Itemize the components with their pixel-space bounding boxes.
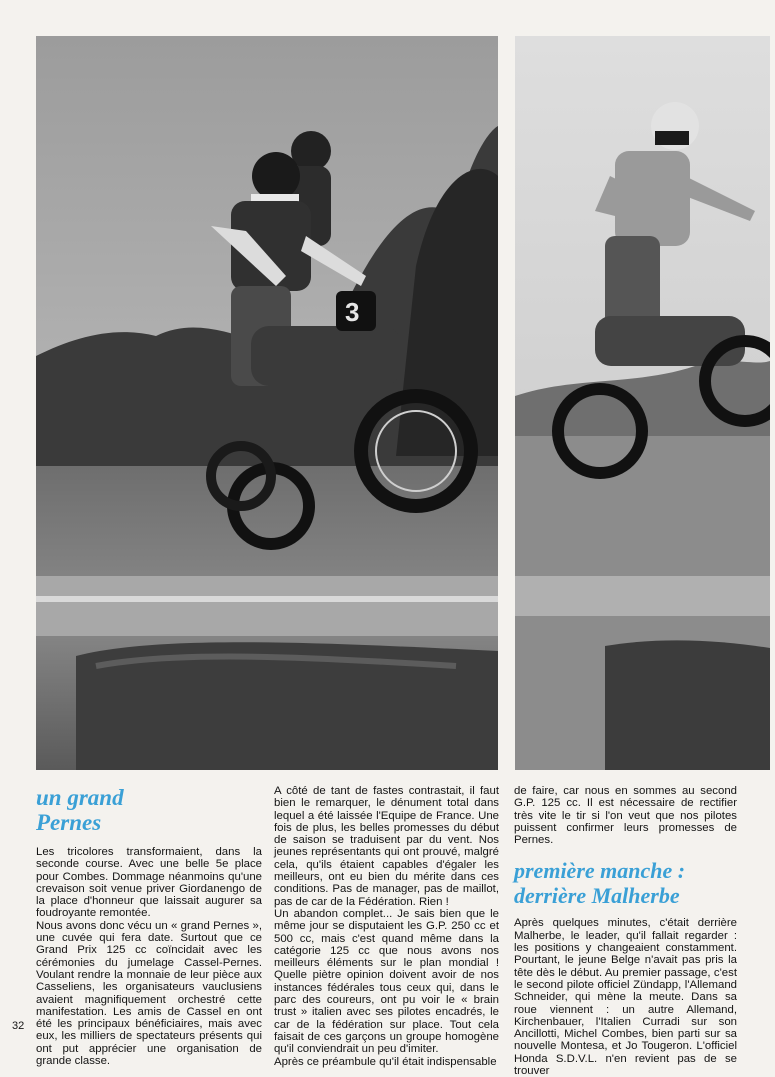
- headline-line: un grand: [36, 785, 124, 810]
- headline-line: première manche :: [514, 858, 686, 884]
- paragraph: A côté de tant de fastes contrastait, il faut bien le remarquer, le dénument total dans lequel a été laissée l'Equipe de France. Une fois de plus, les belles promesses du début de saison se traduisent par du vent. Nos jeunes représentants qui ont prouvé, malgré cela, qu'ils étaient capables d'égaler les meilleurs, ont eu bien du mérite dans ces conditions. Pas de manager, pas de maillot, pas de car de la Fédération. Rien !: [274, 785, 499, 908]
- svg-text:3: 3: [345, 297, 360, 327]
- paragraph: Après ce préambule qu'il était indispensable: [274, 1055, 497, 1068]
- headline-line: derrière Malherbe: [514, 883, 680, 909]
- article-column-2: [274, 785, 499, 1068]
- paragraph: Un abandon complet... Je sais bien que le même jour se disputaient les G.P. 250 cc et 500 cc, mais c'est quand même dans la catégorie 125 cc que nous avons nos meilleurs éléments sur le plan mondial ! Quelle piètre opinion doivent avoir de nos instances fédérales tous ceux qui, dans le parc des coureurs, ont pu voir le « brain trust » italien avec ses pilotes encadrés, le car de la fédération sur place. Tout cela faisait de ces garçons un groupe homogène qu'il conviendrait un peu d'imiter.: [274, 907, 499, 1056]
- photo-two-riders-jumping: [36, 36, 498, 770]
- photo-rider-jumping: [515, 36, 770, 770]
- headline-line: Pernes: [36, 810, 102, 835]
- paragraph: Les tricolores transformaient, dans la seconde course. Avec une belle 5e place pour Combes. Dommage néanmoins qu'une crevaison soit venue priver Giordanengo de la place d'honneur que laissait augurer sa foudroyante remontée.: [36, 846, 262, 920]
- paragraph: Nous avons donc vécu un « grand Pernes », une cuvée qui fera date. Surtout que ce Grand Prix 125 cc coïncidait avec les cérémonies du jumelage Cassel-Pernes. Voulant rendre la monnaie de leur pièce aux Casseliens, les organisateurs vauclusiens avaient magnifiquement orchestré cette manifestation. Les amis de Cassel en ont été les principaux bénéficiaires, mais avec eux, les milliers de spectateurs présents qui ont put apprécier une organisation de grande classe.: [36, 919, 262, 1068]
- headline-un-grand-pernes: [36, 785, 262, 835]
- paragraph: de faire, car nous en sommes au second G.P. 125 cc. Il est nécessaire de rectifier très vite le tir si l'on veut que nos pilotes puissent confirmer leurs promesses de Pernes.: [514, 785, 737, 847]
- headline-premiere-manche: [514, 858, 737, 908]
- page-number: 32: [12, 1020, 25, 1032]
- article-column-3: [514, 785, 737, 1077]
- article-column-1: [36, 785, 262, 1067]
- paragraph: Après quelques minutes, c'était derrière Malherbe, le leader, qu'il fallait regarder : les positions y changeaient constamment. Pourtant, le jeune Belge n'avait pas pris la tête dès le début. Au premier passage, c'est le second pilote officiel Zündapp, l'Allemand Schneider, qui mène la meute. Dans sa roue viennent : un autre Allemand, Kirchenbauer, l'Italien Curradi sur son Ancillotti, Michel Combes, bien parti sur sa nouvelle Montesa, et Jo Tougeron. L'officiel Honda S.D.V.L. n'en revient pas de se trouver: [514, 917, 737, 1077]
